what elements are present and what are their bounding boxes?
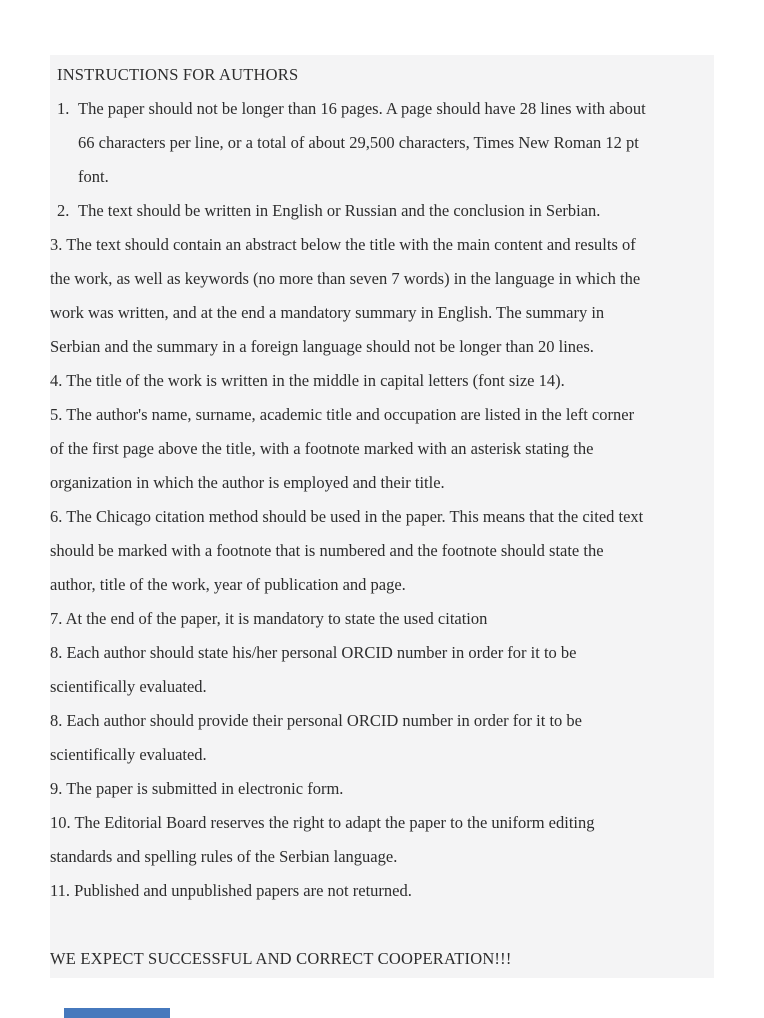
text-line: 8. Each author should provide their personal ORCID number in order for it to be <box>50 711 582 730</box>
text-line: 10. The Editorial Board reserves the right to adapt the paper to the uniform editing <box>50 813 595 832</box>
text-line: organization in which the author is employed and their title. <box>50 473 445 492</box>
paragraph-3 <box>50 228 714 364</box>
page-title: INSTRUCTIONS FOR AUTHORS <box>57 65 299 84</box>
paragraph-10 <box>50 806 714 874</box>
list-item-2-number: 2. <box>57 201 70 220</box>
list-item-2 <box>57 194 714 228</box>
text-line: author, title of the work, year of publication and page. <box>50 575 406 594</box>
closing-statement: WE EXPECT SUCCESSFUL AND CORRECT COOPERATION!!! <box>50 949 512 968</box>
text-line: scientifically evaluated. <box>50 677 207 696</box>
text-line: should be marked with a footnote that is numbered and the footnote should state the <box>50 541 604 560</box>
text-line: 11. Published and unpublished papers are not returned. <box>50 881 412 900</box>
text-line: 3. The text should contain an abstract below the title with the main content and results of <box>50 235 636 254</box>
text-line: work was written, and at the end a mandatory summary in English. The summary in <box>50 303 605 322</box>
text-line: 7. At the end of the paper, it is mandatory to state the used citation <box>50 609 488 628</box>
paragraph-5 <box>50 398 714 500</box>
paragraph-9 <box>50 772 714 806</box>
text-line: The paper should not be longer than 16 pages. A page should have 28 lines with about <box>78 99 646 118</box>
text-line: The text should be written in English or Russian and the conclusion in Serbian. <box>78 201 601 220</box>
text-line: Serbian and the summary in a foreign language should not be longer than 20 lines. <box>50 337 594 356</box>
instructions-content-block <box>50 55 714 978</box>
paragraph-6 <box>50 500 714 602</box>
text-line: 66 characters per line, or a total of about 29,500 characters, Times New Roman 12 pt <box>78 133 639 152</box>
paragraph-8a <box>50 636 714 704</box>
text-line: 5. The author's name, surname, academic title and occupation are listed in the left corner <box>50 405 635 424</box>
list-item-1-number: 1. <box>57 99 70 118</box>
paragraph-11 <box>50 874 714 908</box>
bottom-partial-blue-element <box>64 1008 170 1018</box>
text-line: the work, as well as keywords (no more than seven 7 words) in the language in which the <box>50 269 641 288</box>
paragraph-7 <box>50 602 714 636</box>
text-line: 8. Each author should state his/her personal ORCID number in order for it to be <box>50 643 577 662</box>
text-line: of the first page above the title, with a footnote marked with an asterisk stating the <box>50 439 594 458</box>
text-line: font. <box>78 167 109 186</box>
text-line: scientifically evaluated. <box>50 745 207 764</box>
text-line: 4. The title of the work is written in the middle in capital letters (font size 14). <box>50 371 565 390</box>
text-line: 9. The paper is submitted in electronic form. <box>50 779 344 798</box>
text-line: 6. The Chicago citation method should be used in the paper. This means that the cited text <box>50 507 644 526</box>
list-item-2-text <box>78 194 714 228</box>
list-item-1 <box>57 92 714 194</box>
paragraph-8b <box>50 704 714 772</box>
paragraph-4 <box>50 364 714 398</box>
text-line: standards and spelling rules of the Serbian language. <box>50 847 398 866</box>
list-item-1-text <box>78 92 714 194</box>
